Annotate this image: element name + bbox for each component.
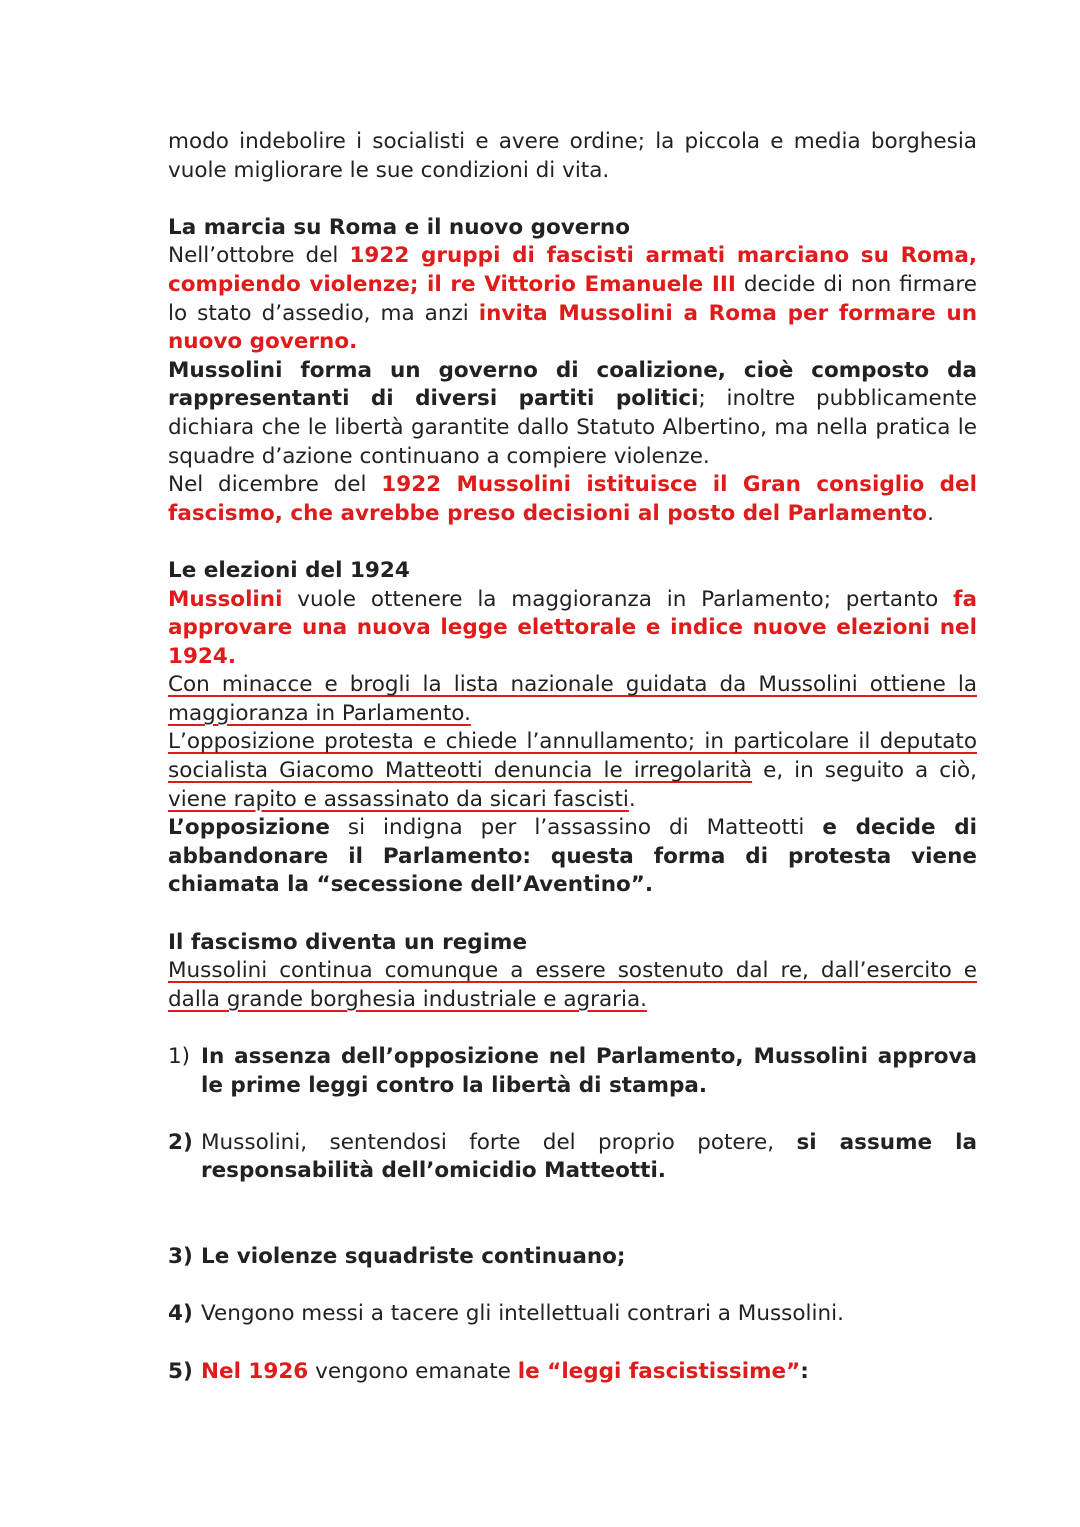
list-item-3: 3) Le violenze squadriste continuano; xyxy=(168,1244,626,1270)
paragraph-maggioranza: Mussolini vuole ottenere la maggioranza in Parlamento; pertanto fa approvare una nuova legge elettorale e indice nuove elezioni nel 1924. xyxy=(168,586,977,669)
paragraph-aventino: L’opposizione si indigna per l’assassino di Matteotti e decide di abbandonare il Parlamento: questa forma di protesta viene chiamata la “secessione dell’Aventino”. xyxy=(168,815,977,898)
paragraph-matteotti: L’opposizione protesta e chiede l’annullamento; in particolare il deputato socialista Giacomo Matteotti denuncia le irregolarità e, in seguito a ciò, viene rapito e assassinato da sicari fascisti. xyxy=(168,729,977,812)
section-heading-marcia: La marcia su Roma e il nuovo governo xyxy=(168,214,631,240)
paragraph-brogli: Con minacce e brogli la lista nazionale guidata da Mussolini ottiene la maggioranza in Parlamento. xyxy=(168,672,977,726)
paragraph-sostenuto: Mussolini continua comunque a essere sostenuto dal re, dall’esercito e dalla grande borghesia industriale e agraria. xyxy=(168,958,977,1012)
section-heading-regime: Il fascismo diventa un regime xyxy=(168,929,528,955)
paragraph-coalizione: Mussolini forma un governo di coalizione, cioè composto da rappresentanti di diversi partiti politici; inoltre pubblicamente dichiara che le libertà garantite dallo Statuto Albertino, ma nella pratica le squadre d’azione continuano a compiere violenze. xyxy=(168,357,977,469)
intro-paragraph: modo indebolire i socialisti e avere ordine; la piccola e media borghesia vuole migliorare le sue condizioni di vita. xyxy=(168,129,977,183)
list-item-5: 5) Nel 1926 vengono emanate le “leggi fascistissime”: xyxy=(168,1358,809,1384)
section-heading-elezioni: Le elezioni del 1924 xyxy=(168,557,410,583)
document-body xyxy=(168,128,977,1386)
list-item-1: 1) In assenza dell’opposizione nel Parlamento, Mussolini approva le prime leggi contro la libertà di stampa. xyxy=(168,1044,977,1098)
list-item-4: 4) Vengono messi a tacere gli intellettuali contrari a Mussolini. xyxy=(168,1301,844,1327)
paragraph-marcia: Nell’ottobre del 1922 gruppi di fascisti armati marciano su Roma, compiendo violenze; il re Vittorio Emanuele III decide di non firmare lo stato d’assedio, ma anzi invita Mussolini a Roma per formare un nuovo governo. xyxy=(168,243,977,355)
list-item-2: 2) Mussolini, sentendosi forte del proprio potere, si assume la responsabilità dell’omicidio Matteotti. xyxy=(168,1129,977,1184)
paragraph-gran-consiglio: Nel dicembre del 1922 Mussolini istituisce il Gran consiglio del fascismo, che avrebbe preso decisioni al posto del Parlamento. xyxy=(168,472,977,526)
